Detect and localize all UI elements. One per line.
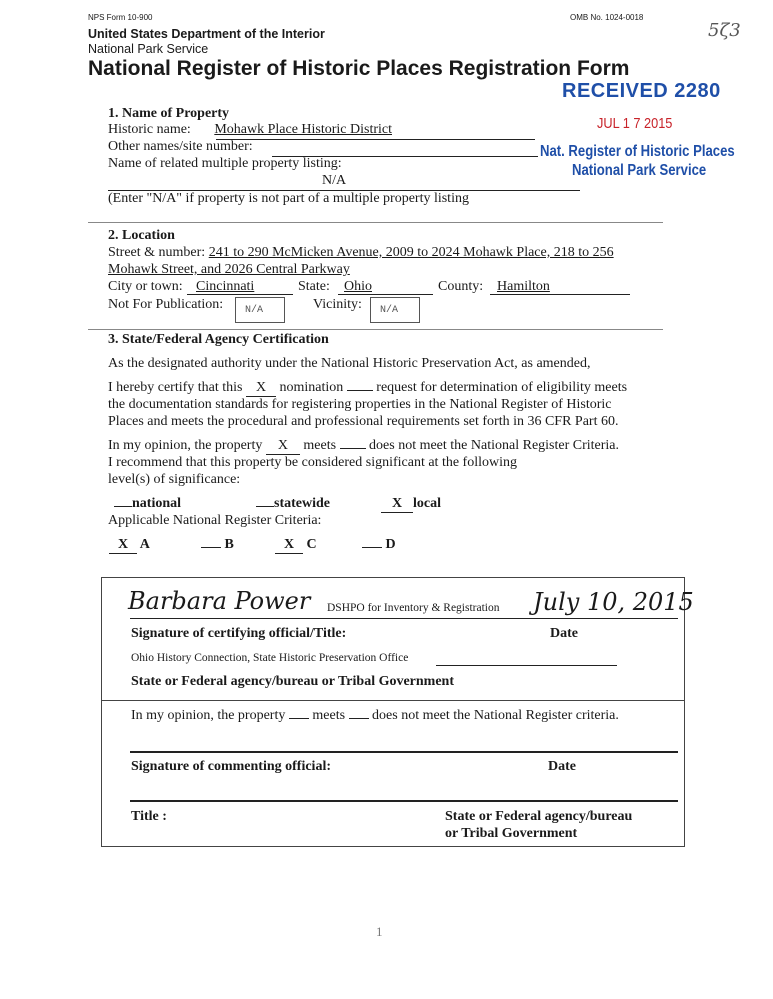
comment-opinion-b: meets [312,708,346,723]
certify-text-b: nomination [279,380,344,395]
level-national-label: national [132,496,182,511]
other-names-label: Other names/site number: [108,139,253,154]
historic-name-value: Mohawk Place Historic District [214,122,392,137]
request-check[interactable] [347,390,373,391]
criteria-label: Applicable National Register Criteria: [108,513,322,528]
street-label: Street & number: [108,245,206,260]
level-national[interactable] [114,496,181,512]
related-listing-value: N/A [322,173,347,188]
comment-agency-label-1: State or Federal agency/bureau [445,809,633,824]
street-value-2: Mohawk Street, and 2026 Central Parkway [108,262,350,277]
nfp-label: Not For Publication: [108,297,224,312]
county-value: Hamilton [497,279,550,294]
certify-text-c: request for determination of eligibility meets [376,380,628,395]
criterion-a-label: A [139,537,150,552]
does-not-meet-check[interactable] [340,448,366,449]
comment-signature-label: Signature of commenting official: [131,759,331,774]
county-label: County: [438,279,484,294]
level-statewide[interactable] [256,496,330,512]
street-value-1: 241 to 290 McMicken Avenue, 2009 to 2024 Mohawk Place, 218 to 256 [208,245,614,260]
section1-heading: 1. Name of Property [108,106,230,121]
agency: National Park Service [88,42,209,56]
nps-stamp: National Park Service [572,162,707,179]
criterion-b[interactable] [201,537,234,553]
corner-handwriting: 5ζ3 [708,20,741,41]
historic-name-label: Historic name: [108,122,191,137]
date-label: Date [550,626,578,641]
certify-line-3: Places and meets the procedural and professional requirements set forth in 36 CFR Part 60. [108,414,619,429]
certify-line-2: the documentation standards for registering properties in the National Register of Historic [108,397,612,412]
signature-label: Signature of certifying official/Title: [131,626,347,641]
signer-title: DSHPO for Inventory & Registration [327,602,500,614]
certification-box-divider [101,700,685,701]
opinion-text-c: does not meet the National Register Criteria. [369,438,620,453]
meets-check[interactable]: X [266,438,300,455]
comment-opinion-c: does not meet the National Register criteria. [372,708,619,723]
received-stamp: RECEIVED 2280 [562,80,721,102]
city-label: City or town: [108,279,183,294]
agency-label: State or Federal agency/bureau or Tribal Government [131,674,455,689]
level-local[interactable] [381,496,441,513]
comment-opinion [131,708,619,724]
opinion-line-3: level(s) of significance: [108,472,241,487]
nomination-check[interactable]: X [246,380,276,397]
nfp-field[interactable] [235,297,285,323]
vicinity-label: Vicinity: [313,297,362,312]
criterion-a[interactable] [109,537,150,554]
page-number: 1 [376,924,383,939]
opinion-text-b: meets [303,438,337,453]
comment-title-line[interactable] [130,800,678,802]
section2-heading: 2. Location [108,228,175,243]
comment-signature-line[interactable] [130,751,678,753]
office-text: Ohio History Connection, State Historic Preservation Office [131,652,409,664]
comment-does-not-meet-check[interactable] [349,718,369,719]
criterion-c-label: C [306,537,317,552]
criterion-d[interactable] [362,537,396,553]
criterion-b-label: B [224,537,234,552]
certify-line-1 [108,380,627,397]
vicinity-value: N/A [380,305,399,316]
certify-text-a: I hereby certify that this [108,380,243,395]
criterion-a-check: X [109,537,137,554]
criterion-d-label: D [385,537,396,552]
opinion-line-2: I recommend that this property be considered significant at the following [108,455,517,470]
comment-meets-check[interactable] [289,718,309,719]
level-local-check: X [381,496,413,513]
nat-register-stamp: Nat. Register of Historic Places [540,143,735,160]
section-divider [88,222,663,223]
department: United States Department of the Interior [88,27,325,41]
comment-agency-label-2: or Tribal Government [445,826,578,841]
comment-date-label: Date [548,759,576,774]
related-listing-label: Name of related multiple property listing: [108,156,342,171]
form-number: NPS Form 10-900 [88,13,153,22]
vicinity-field[interactable] [370,297,420,323]
city-value: Cincinnati [196,279,255,294]
criterion-c-check: X [275,537,303,554]
signature-date: July 10, 2015 [533,588,694,616]
state-label: State: [298,279,330,294]
nfp-value: N/A [245,305,264,316]
certifying-signature: Barbara Power [128,587,311,615]
form-title: National Register of Historic Places Registration Form [88,57,630,80]
historic-name-row [108,122,462,138]
received-date-stamp: JUL 1 7 2015 [597,115,673,132]
authority-paragraph: As the designated authority under the National Historic Preservation Act, as amended, [108,356,591,371]
street-row [108,245,614,261]
level-statewide-label: statewide [274,496,330,511]
state-value: Ohio [344,279,372,294]
related-listing-note: (Enter "N/A" if property is not part of a multiple property listing [108,191,469,206]
section3-heading: 3. State/Federal Agency Certification [108,332,329,347]
section-divider [88,329,663,330]
signature-line [130,618,678,619]
opinion-line-1 [108,438,619,455]
comment-opinion-a: In my opinion, the property [131,708,286,723]
comment-title-label: Title : [131,809,167,824]
criterion-c[interactable] [275,537,317,554]
level-local-label: local [413,496,441,511]
omb-number: OMB No. 1024-0018 [570,13,644,22]
opinion-text-a: In my opinion, the property [108,438,263,453]
